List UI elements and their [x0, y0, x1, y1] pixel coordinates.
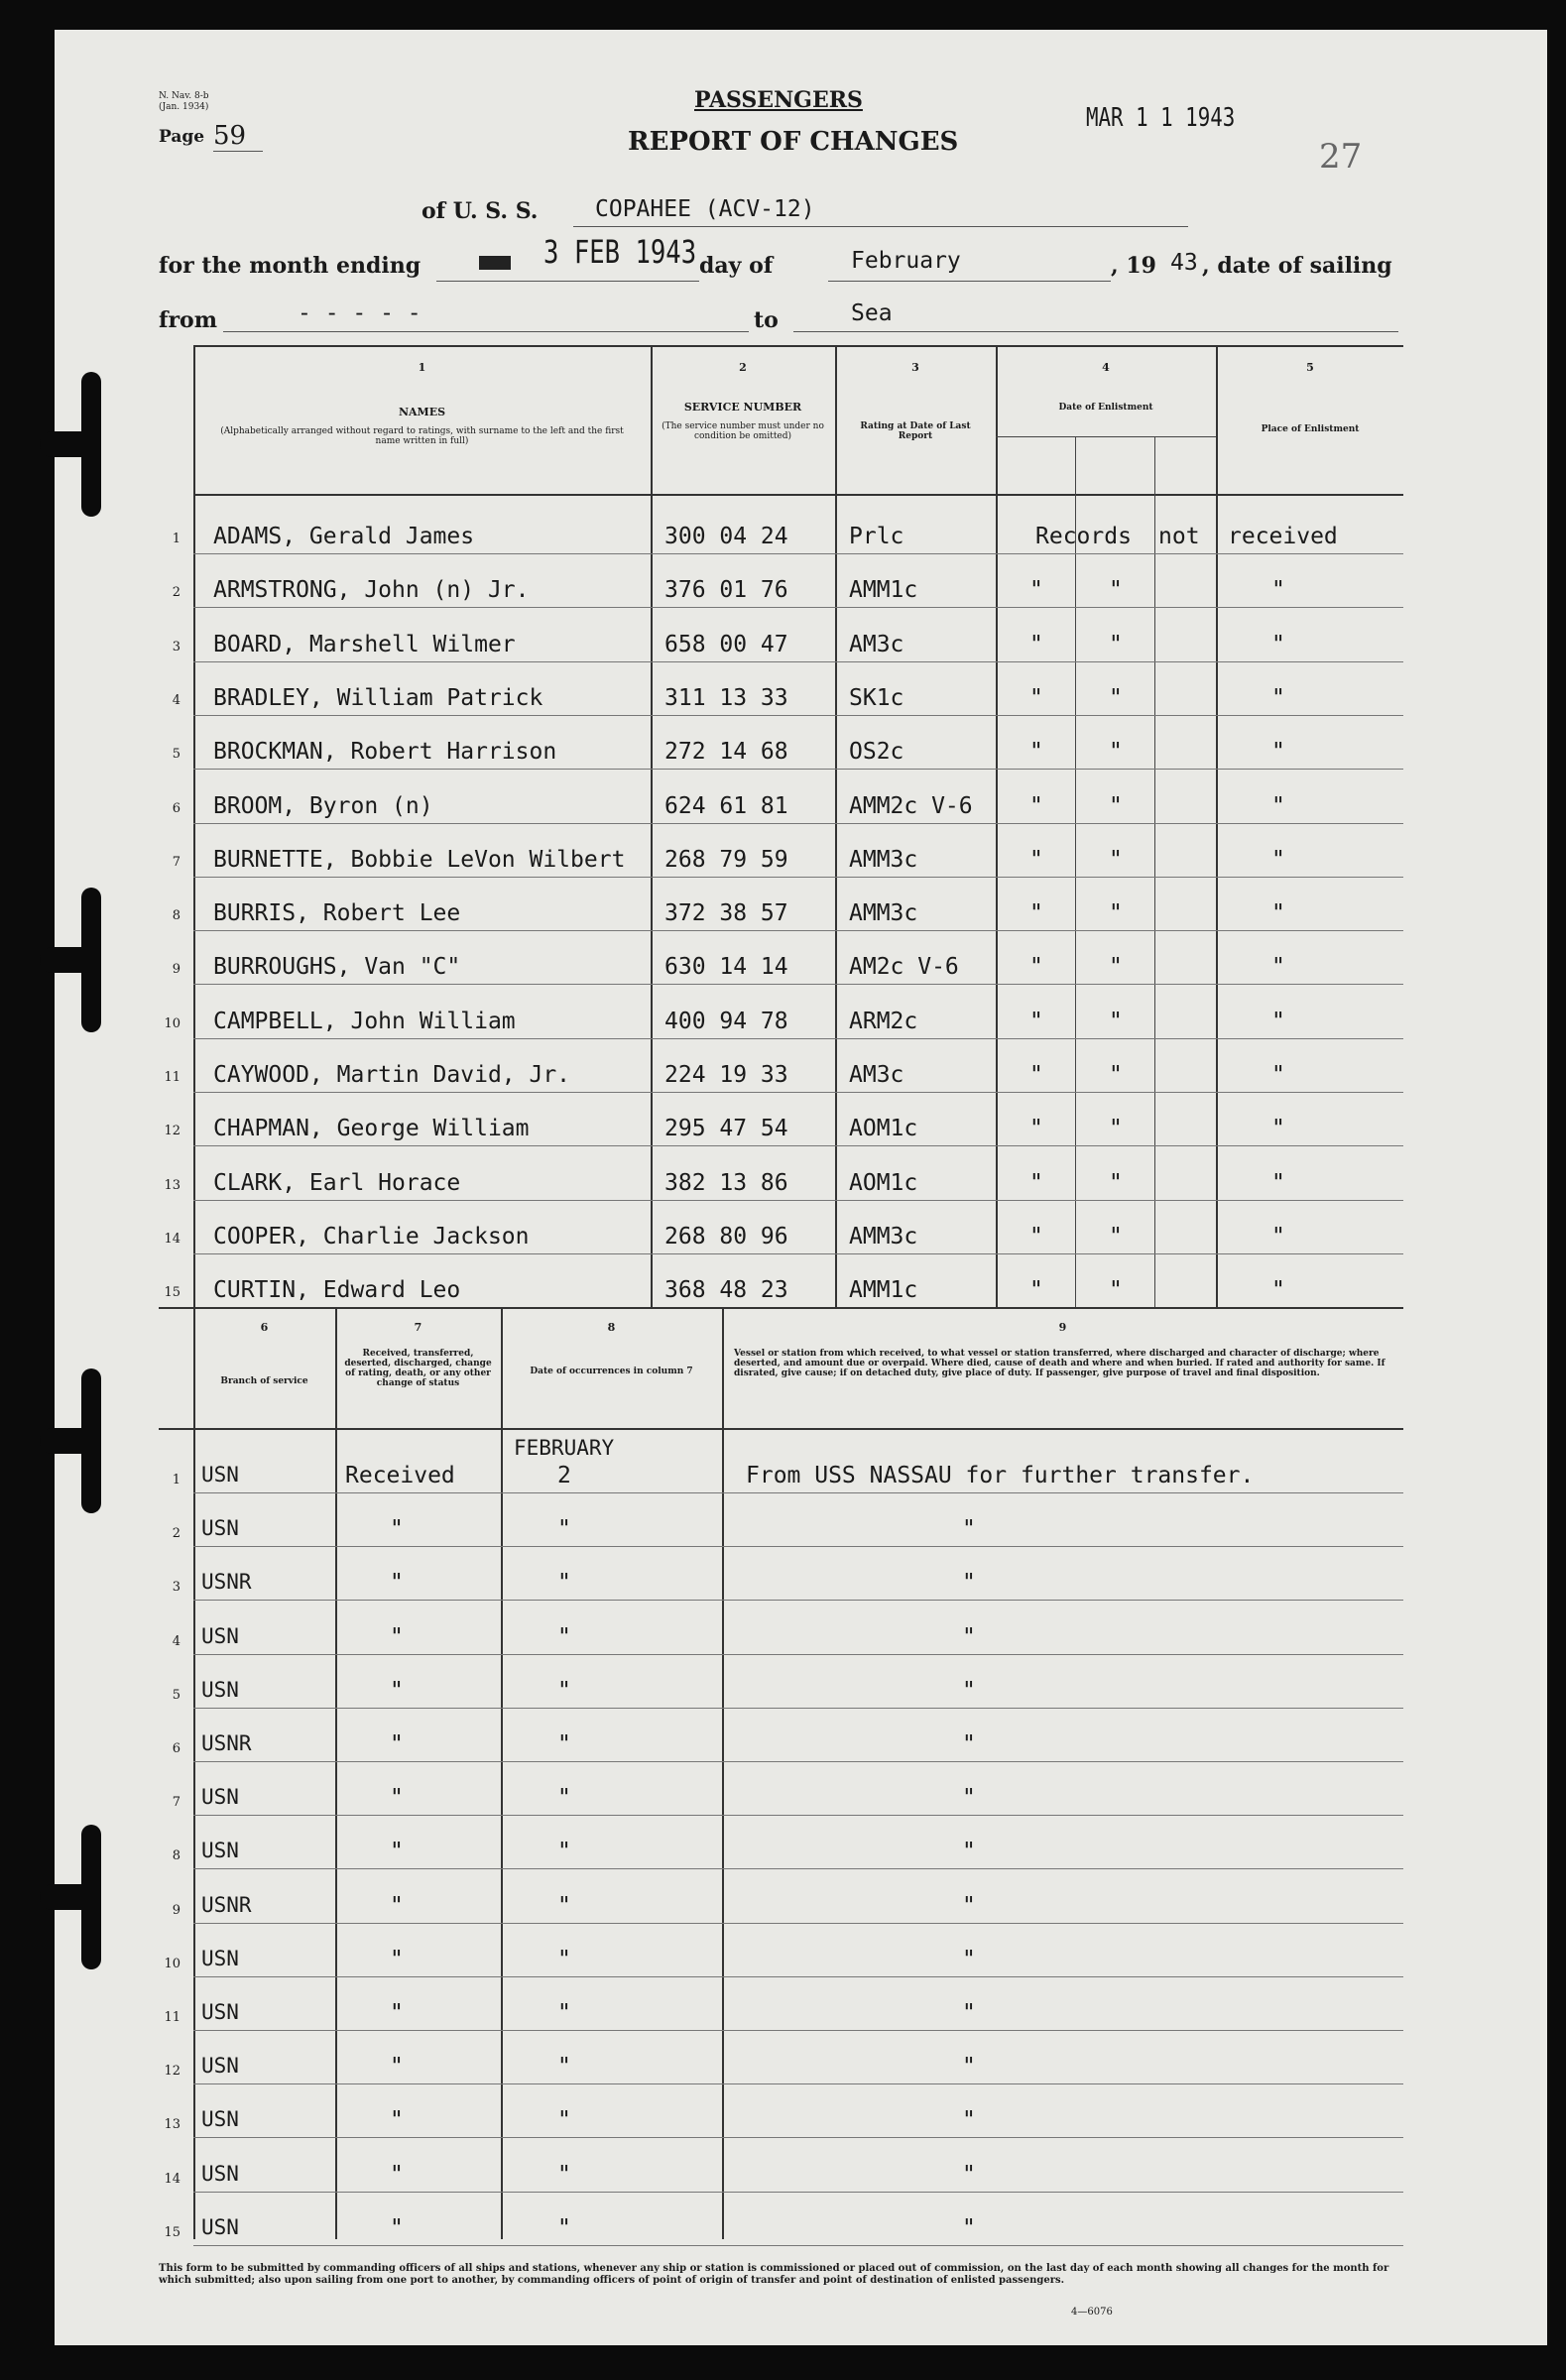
branch-cell: USN	[201, 2107, 239, 2132]
rating-header: Rating at Date of Last Report	[860, 421, 971, 441]
from-label: from	[159, 307, 218, 333]
change-cell: "	[390, 2214, 404, 2241]
rating-cell: AM3c	[849, 1062, 904, 1088]
branch-cell: USNR	[201, 1731, 252, 1755]
enlist-date-cell: Records	[1035, 524, 1132, 549]
occurrence-date-cell: "	[557, 1677, 571, 1704]
col-num-6: 6	[260, 1321, 269, 1334]
to-label: to	[754, 307, 779, 333]
row-number: 11	[164, 2010, 181, 2025]
name-cell: BRADLEY, William Patrick	[213, 684, 543, 711]
change-cell: "	[390, 1623, 404, 1650]
binder-hole	[40, 1428, 101, 1454]
enlist-place-cell: "	[1271, 577, 1285, 604]
remark-cell: "	[962, 1731, 976, 1757]
binder-hole	[40, 947, 101, 973]
branch-header: Branch of service	[220, 1376, 308, 1386]
service-number-cell: 630 14 14	[664, 954, 788, 981]
name-cell: BURNETTE, Bobbie LeVon Wilbert	[213, 846, 626, 873]
row-number: 13	[164, 2117, 181, 2133]
year-prefix: , 19	[1111, 253, 1156, 279]
row-number: 15	[164, 1285, 181, 1301]
branch-cell: USN	[201, 2000, 239, 2024]
name-cell: COOPER, Charlie Jackson	[213, 1223, 530, 1250]
occurrence-date-cell: 2	[557, 1463, 571, 1488]
row-number: 13	[164, 1177, 181, 1193]
enlist-date-cell: "	[1029, 954, 1043, 981]
rating-cell: AMM2c V-6	[849, 792, 973, 819]
col-num-8: 8	[607, 1321, 616, 1334]
change-cell: Received	[345, 1463, 455, 1488]
enlist-date-cell: "	[1029, 1116, 1043, 1142]
change-cell: "	[390, 2107, 404, 2134]
enlist-date-cell: "	[1029, 1277, 1043, 1304]
occurrence-date-cell: "	[557, 2054, 571, 2081]
change-header: Received, transferred, deserted, discharged, change of rating, death, or any other change of status	[344, 1349, 492, 1388]
change-cell: "	[390, 2054, 404, 2081]
change-cell: "	[390, 2161, 404, 2188]
row-number: 9	[172, 962, 181, 978]
col-num-1: 1	[418, 361, 426, 374]
change-cell: "	[390, 1839, 404, 1865]
remark-cell: "	[962, 2054, 976, 2081]
enlist-place-cell: "	[1271, 792, 1285, 819]
enlist-date-cell: "	[1029, 1008, 1043, 1034]
service-number-cell: 372 38 57	[664, 900, 788, 927]
change-cell: "	[390, 1946, 404, 1972]
enlist-place-cell: "	[1271, 1008, 1285, 1034]
received-stamp: MAR 1 1 1943	[1086, 103, 1236, 133]
row-number: 5	[172, 747, 181, 763]
remark-cell: "	[962, 1892, 976, 1919]
row-number: 10	[164, 1956, 181, 1971]
row-number: 4	[172, 1633, 181, 1649]
remark-cell: "	[962, 2107, 976, 2134]
service-number-cell: 268 80 96	[664, 1223, 788, 1250]
enlist-date-cell: "	[1109, 1223, 1123, 1250]
branch-cell: USN	[201, 2161, 239, 2186]
branch-cell: USN	[201, 1839, 239, 1863]
occurrence-date-cell: "	[557, 1516, 571, 1543]
branch-cell: USN	[201, 1516, 239, 1541]
enlist-place-cell: "	[1271, 1062, 1285, 1088]
rating-cell: Prlc	[849, 524, 904, 549]
row-number: 4	[172, 692, 181, 708]
enlist-place-cell: received	[1228, 524, 1338, 549]
col-num-4: 4	[1102, 361, 1110, 374]
change-cell: "	[390, 1785, 404, 1812]
name-cell: BURRIS, Robert Lee	[213, 900, 461, 927]
enlist-date-cell: "	[1109, 1116, 1123, 1142]
enlist-place-cell: "	[1271, 1223, 1285, 1250]
row-number: 8	[172, 1848, 181, 1864]
enlist-place-cell: "	[1271, 900, 1285, 927]
service-number-cell: 224 19 33	[664, 1062, 788, 1088]
remark-cell: "	[962, 1677, 976, 1704]
name-cell: CHAPMAN, George William	[213, 1116, 530, 1142]
remark-cell: "	[962, 1785, 976, 1812]
row-number: 11	[164, 1070, 181, 1085]
name-cell: ARMSTRONG, John (n) Jr.	[213, 577, 530, 604]
service-number-header: SERVICE NUMBER	[683, 401, 802, 414]
occurrence-date-cell: "	[557, 2214, 571, 2241]
corner-number: 27	[1319, 137, 1363, 177]
enlist-date-cell: "	[1109, 631, 1123, 657]
col-num-9: 9	[1058, 1321, 1067, 1334]
rating-cell: AM2c V-6	[849, 954, 959, 981]
occurrence-date-cell: "	[557, 2107, 571, 2134]
of-uss-label: of U. S. S.	[422, 198, 539, 224]
occurrence-date-header: Date of occurrences in column 7	[530, 1367, 693, 1376]
enlist-date-cell: "	[1109, 954, 1123, 981]
name-cell: CLARK, Earl Horace	[213, 1169, 461, 1196]
enlist-date-cell: "	[1109, 846, 1123, 873]
enlist-date-cell: "	[1109, 1169, 1123, 1196]
row-number: 14	[164, 2171, 181, 2187]
row-number: 2	[172, 585, 181, 601]
enlist-date-cell: "	[1109, 684, 1123, 711]
enlist-place-cell: "	[1271, 1169, 1285, 1196]
service-number-cell: 311 13 33	[664, 684, 788, 711]
remark-cell: "	[962, 2214, 976, 2241]
enlist-date-cell: "	[1109, 1277, 1123, 1304]
enlist-place-cell: "	[1271, 684, 1285, 711]
service-number-cell: 658 00 47	[664, 631, 788, 657]
enlist-place-cell: "	[1271, 1277, 1285, 1304]
row-number: 3	[172, 639, 181, 654]
names-note: (Alphabetically arranged without regard to ratings, with surname to the left and the first name written in full)	[220, 426, 624, 446]
occurrence-date-cell: "	[557, 1731, 571, 1757]
page-number: 59	[213, 121, 263, 152]
name-cell: BROCKMAN, Robert Harrison	[213, 739, 557, 766]
service-number-cell: 272 14 68	[664, 739, 788, 766]
change-cell: "	[390, 1677, 404, 1704]
enlist-place-cell: "	[1271, 631, 1285, 657]
enlist-date-cell: "	[1029, 900, 1043, 927]
change-cell: "	[390, 1516, 404, 1543]
year-value: 43	[1170, 250, 1198, 276]
service-number-cell: 624 61 81	[664, 792, 788, 819]
row-number: 10	[164, 1015, 181, 1031]
enlist-date-header: Date of Enlistment	[1058, 403, 1153, 413]
row-number: 8	[172, 908, 181, 924]
occurrence-date-cell: "	[557, 1623, 571, 1650]
row-number: 3	[172, 1580, 181, 1596]
rating-cell: AMM3c	[849, 1223, 918, 1250]
to-value: Sea	[851, 300, 893, 326]
change-cell: "	[390, 1892, 404, 1919]
service-number-cell: 268 79 59	[664, 846, 788, 873]
enlist-date-cell: "	[1029, 631, 1043, 657]
row-number: 5	[172, 1687, 181, 1703]
occurrence-date-cell: "	[557, 1785, 571, 1812]
remark-cell: "	[962, 2000, 976, 2026]
day-of-label: day of	[699, 253, 774, 279]
form-code: 4—6076	[1071, 2307, 1113, 2318]
rating-cell: AMM1c	[849, 1277, 918, 1304]
remark-cell: "	[962, 1946, 976, 1972]
row-number: 6	[172, 1741, 181, 1756]
row-number: 9	[172, 1902, 181, 1918]
col-num-2: 2	[739, 361, 747, 374]
row-number: 6	[172, 800, 181, 816]
footer-note: This form to be submitted by commanding officers of all ships and stations, whenever any ship or station is commissioned or placed out of commission, on the last day of each month showing all changes for the month for which submitted; also upon sailing from one port to another, by commanding officers of point of origin of transfer and point of destination of enlisted passengers.	[159, 2263, 1389, 2286]
occurrence-date-cell: "	[557, 1570, 571, 1597]
rating-cell: AMM1c	[849, 577, 918, 604]
enlist-date-cell: "	[1109, 792, 1123, 819]
remark-cell: From USS NASSAU for further transfer.	[746, 1463, 1255, 1488]
enlist-place-cell: "	[1271, 954, 1285, 981]
occurrence-date-cell: "	[557, 1839, 571, 1865]
name-cell: BURROUGHS, Van "C"	[213, 954, 461, 981]
page-label: Page	[159, 127, 205, 147]
name-cell: CAMPBELL, John William	[213, 1008, 516, 1034]
page-title: REPORT OF CHANGES	[628, 127, 959, 157]
binder-hole	[40, 431, 101, 457]
vessel-header: Vessel or station from which received, to what vessel or station transferred, where discharged and character of discharge; where deserted, and amount due or overpaid. Where died, cause of death and where and when buried. If rated and authority for same. If disrated, give cause; if on detached duty, give place of duty. If passenger, give purpose of travel and final disposition.	[734, 1349, 1385, 1378]
occurrence-date-cell: "	[557, 2161, 571, 2188]
name-cell: CAYWOOD, Martin David, Jr.	[213, 1062, 571, 1088]
service-number-cell: 368 48 23	[664, 1277, 788, 1304]
month-ending-label: for the month ending	[159, 253, 422, 279]
service-number-cell: 400 94 78	[664, 1008, 788, 1034]
col-num-7: 7	[414, 1321, 422, 1334]
enlist-date-cell: not	[1158, 524, 1200, 549]
row-number: 7	[172, 1795, 181, 1811]
change-cell: "	[390, 1731, 404, 1757]
enlist-date-cell: "	[1029, 1169, 1043, 1196]
change-cell: "	[390, 1570, 404, 1597]
remark-cell: "	[962, 1570, 976, 1597]
name-cell: BROOM, Byron (n)	[213, 792, 433, 819]
rating-cell: SK1c	[849, 684, 904, 711]
col-num-5: 5	[1306, 361, 1314, 374]
occurrence-date-cell: "	[557, 2000, 571, 2026]
form-id: N. Nav. 8-b (Jan. 1934)	[159, 91, 209, 112]
service-number-cell: 376 01 76	[664, 577, 788, 604]
enlist-date-cell: "	[1029, 846, 1043, 873]
ship-name: COPAHEE (ACV-12)	[595, 196, 815, 222]
category-title: PASSENGERS	[694, 87, 863, 113]
remark-cell: "	[962, 1839, 976, 1865]
branch-cell: USN	[201, 2214, 239, 2239]
enlist-place-header: Place of Enlistment	[1261, 424, 1360, 434]
row-number: 7	[172, 854, 181, 870]
enlist-place-cell: "	[1271, 1116, 1285, 1142]
branch-cell: USNR	[201, 1892, 252, 1917]
branch-cell: USN	[201, 1463, 239, 1487]
rating-cell: OS2c	[849, 739, 904, 766]
enlist-date-cell: "	[1029, 577, 1043, 604]
name-cell: ADAMS, Gerald James	[213, 524, 475, 549]
enlist-place-cell: "	[1271, 739, 1285, 766]
enlist-date-cell: "	[1029, 1223, 1043, 1250]
remark-cell: "	[962, 1623, 976, 1650]
enlist-date-cell: "	[1109, 1008, 1123, 1034]
remark-cell: "	[962, 1516, 976, 1543]
service-number-cell: 300 04 24	[664, 524, 788, 549]
service-number-cell: 295 47 54	[664, 1116, 788, 1142]
branch-cell: USN	[201, 1946, 239, 1970]
branch-cell: USNR	[201, 1570, 252, 1595]
name-cell: CURTIN, Edward Leo	[213, 1277, 461, 1304]
struck-text	[479, 256, 511, 270]
service-number-note: (The service number must under no condition be omitted)	[662, 421, 824, 441]
change-cell: "	[390, 2000, 404, 2026]
enlist-date-cell: "	[1109, 577, 1123, 604]
binder-hole	[40, 1884, 101, 1910]
enlist-date-cell: "	[1029, 1062, 1043, 1088]
branch-cell: USN	[201, 1677, 239, 1702]
names-header: NAMES	[398, 406, 446, 418]
branch-cell: USN	[201, 1623, 239, 1648]
name-cell: BOARD, Marshell Wilmer	[213, 631, 516, 657]
month-ending-stamp: 3 FEB 1943	[543, 233, 697, 271]
enlist-date-cell: "	[1109, 739, 1123, 766]
row-number: 12	[164, 2064, 181, 2080]
rating-cell: AM3c	[849, 631, 904, 657]
service-number-cell: 382 13 86	[664, 1169, 788, 1196]
rating-cell: AOM1c	[849, 1116, 918, 1142]
row-number: 15	[164, 2224, 181, 2240]
month-heading: FEBRUARY	[514, 1436, 615, 1460]
row-number: 1	[172, 532, 181, 546]
row-number: 12	[164, 1124, 181, 1139]
remark-cell: "	[962, 2161, 976, 2188]
enlist-date-cell: "	[1029, 684, 1043, 711]
rating-cell: ARM2c	[849, 1008, 918, 1034]
enlist-date-cell: "	[1029, 792, 1043, 819]
enlist-date-cell: "	[1109, 900, 1123, 927]
enlist-date-cell: "	[1109, 1062, 1123, 1088]
branch-cell: USN	[201, 1785, 239, 1810]
enlist-place-cell: "	[1271, 846, 1285, 873]
row-number: 2	[172, 1526, 181, 1542]
from-value: - - - - -	[298, 300, 422, 326]
month-value: February	[851, 248, 961, 274]
rating-cell: AOM1c	[849, 1169, 918, 1196]
date-of-sailing-label: , date of sailing	[1202, 253, 1392, 279]
occurrence-date-cell: "	[557, 1946, 571, 1972]
rating-cell: AMM3c	[849, 900, 918, 927]
row-number: 14	[164, 1231, 181, 1247]
col-num-3: 3	[911, 361, 919, 374]
enlist-date-cell: "	[1029, 739, 1043, 766]
rating-cell: AMM3c	[849, 846, 918, 873]
occurrence-date-cell: "	[557, 1892, 571, 1919]
branch-cell: USN	[201, 2054, 239, 2079]
row-number: 1	[172, 1473, 181, 1488]
